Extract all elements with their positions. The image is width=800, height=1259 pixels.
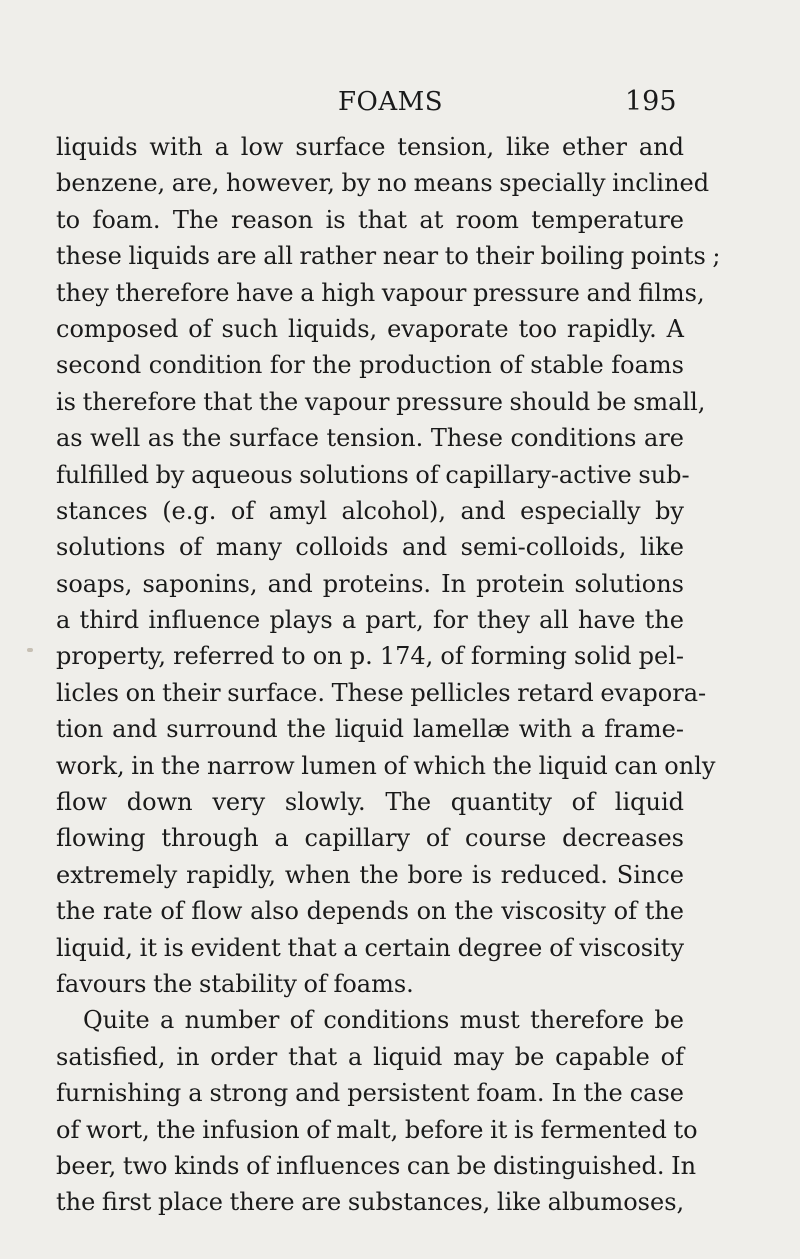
text-line: flow down very slowly. The quantity of liquid	[56, 788, 684, 817]
text-line: work, in the narrow lumen of which the liquid can only	[56, 751, 716, 780]
text-line: extremely rapidly, when the bore is reduced. Since	[56, 860, 684, 889]
text-line: is therefore that the vapour pressure should be small,	[56, 387, 706, 416]
text-line: benzene, are, however, by no means specially inclined	[56, 169, 710, 198]
text-line: flowing through a capillary of course decreases	[56, 824, 684, 853]
text-line: solutions of many colloids and semi-colloids, like	[56, 533, 684, 562]
text-line: fulfilled by aqueous solutions of capillary-active sub-	[56, 460, 690, 489]
text-line: they therefore have a high vapour pressure and films,	[56, 278, 705, 307]
text-line: furnishing a strong and persistent foam. In the case	[56, 1079, 684, 1108]
page-speck	[27, 648, 33, 652]
text-line: these liquids are all rather near to their boiling points ;	[56, 242, 721, 271]
chapter-title: FOAMS	[338, 87, 444, 117]
paragraph-end-line: favours the stability of foams.	[56, 969, 414, 998]
body-text	[56, 129, 721, 1221]
text-line: satisfied, in order that a liquid may be capable of	[56, 1042, 684, 1071]
paragraph-start-line: Quite a number of conditions must therefore be	[83, 1006, 684, 1035]
text-line: liquids with a low surface tension, like ether and	[56, 133, 684, 161]
text-line: licles on their surface. These pellicles retard evapora-	[56, 678, 707, 707]
text-line: the first place there are substances, like albumoses,	[56, 1188, 685, 1217]
text-line: second condition for the production of stable foams	[56, 351, 684, 380]
running-head	[0, 82, 800, 122]
text-line: property, referred to on p. 174, of forming solid pel-	[56, 642, 684, 671]
text-line: as well as the surface tension. These conditions are	[56, 424, 684, 453]
text-line: liquid, it is evident that a certain degree of viscosity	[56, 933, 684, 962]
text-line: soaps, saponins, and proteins. In protein solutions	[56, 569, 684, 598]
text-line: composed of such liquids, evaporate too rapidly. A	[56, 314, 684, 343]
text-line: the rate of flow also depends on the viscosity of the	[56, 897, 684, 926]
text-line: tion and surround the liquid lamellæ with a frame-	[56, 715, 684, 744]
text-line: stances (e.g. of amyl alcohol), and especially by	[56, 496, 684, 525]
text-line: beer, two kinds of influences can be distinguished. In	[56, 1151, 697, 1180]
page-number: 195	[625, 86, 677, 117]
text-line: to foam. The reason is that at room temperature	[56, 205, 684, 234]
text-line: of wort, the infusion of malt, before it is fermented to	[56, 1115, 698, 1144]
text-line: a third influence plays a part, for they all have the	[56, 606, 684, 635]
